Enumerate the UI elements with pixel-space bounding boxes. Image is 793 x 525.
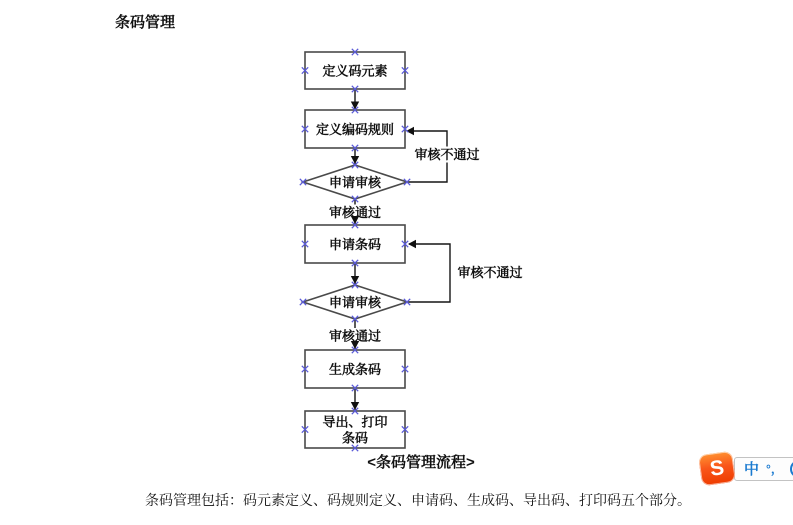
body-paragraph: 条码管理包括：码元素定义、码规则定义、申请码、生成码、导出码、打印码五个部分。 (145, 492, 691, 508)
feedback-loop-2 (407, 244, 450, 302)
node-label-export-print-l2: 条码 (341, 430, 369, 446)
page-title: 条码管理 (115, 14, 176, 31)
edge-label-pass-1: 审核通过 (328, 205, 382, 220)
edge-label-fail-1: 审核不通过 (414, 147, 480, 162)
sogou-logo-icon[interactable] (698, 451, 736, 486)
ime-punctuation-button[interactable]: °， (766, 462, 783, 476)
node-label-apply-barcode: 申请条码 (328, 237, 382, 252)
flowchart-caption: <条码管理流程> (367, 454, 475, 471)
edge-label-pass-2: 审核通过 (328, 328, 382, 344)
edge-label-fail-2: 审核不通过 (457, 265, 523, 280)
node-label-export-print-l1: 导出、打印 (322, 414, 388, 430)
node-label-define-rules: 定义编码规则 (315, 122, 395, 137)
node-label-review-2: 申请审核 (328, 295, 382, 310)
ime-toolbar[interactable] (734, 457, 793, 481)
sogou-logo-letter: S (708, 455, 726, 481)
node-label-generate-barcode: 生成条码 (328, 362, 382, 377)
node-label-define-elements: 定义码元素 (322, 63, 388, 79)
ime-chinese-mode-button[interactable]: 中 (744, 460, 760, 478)
node-label-review-1: 申请审核 (328, 175, 382, 190)
